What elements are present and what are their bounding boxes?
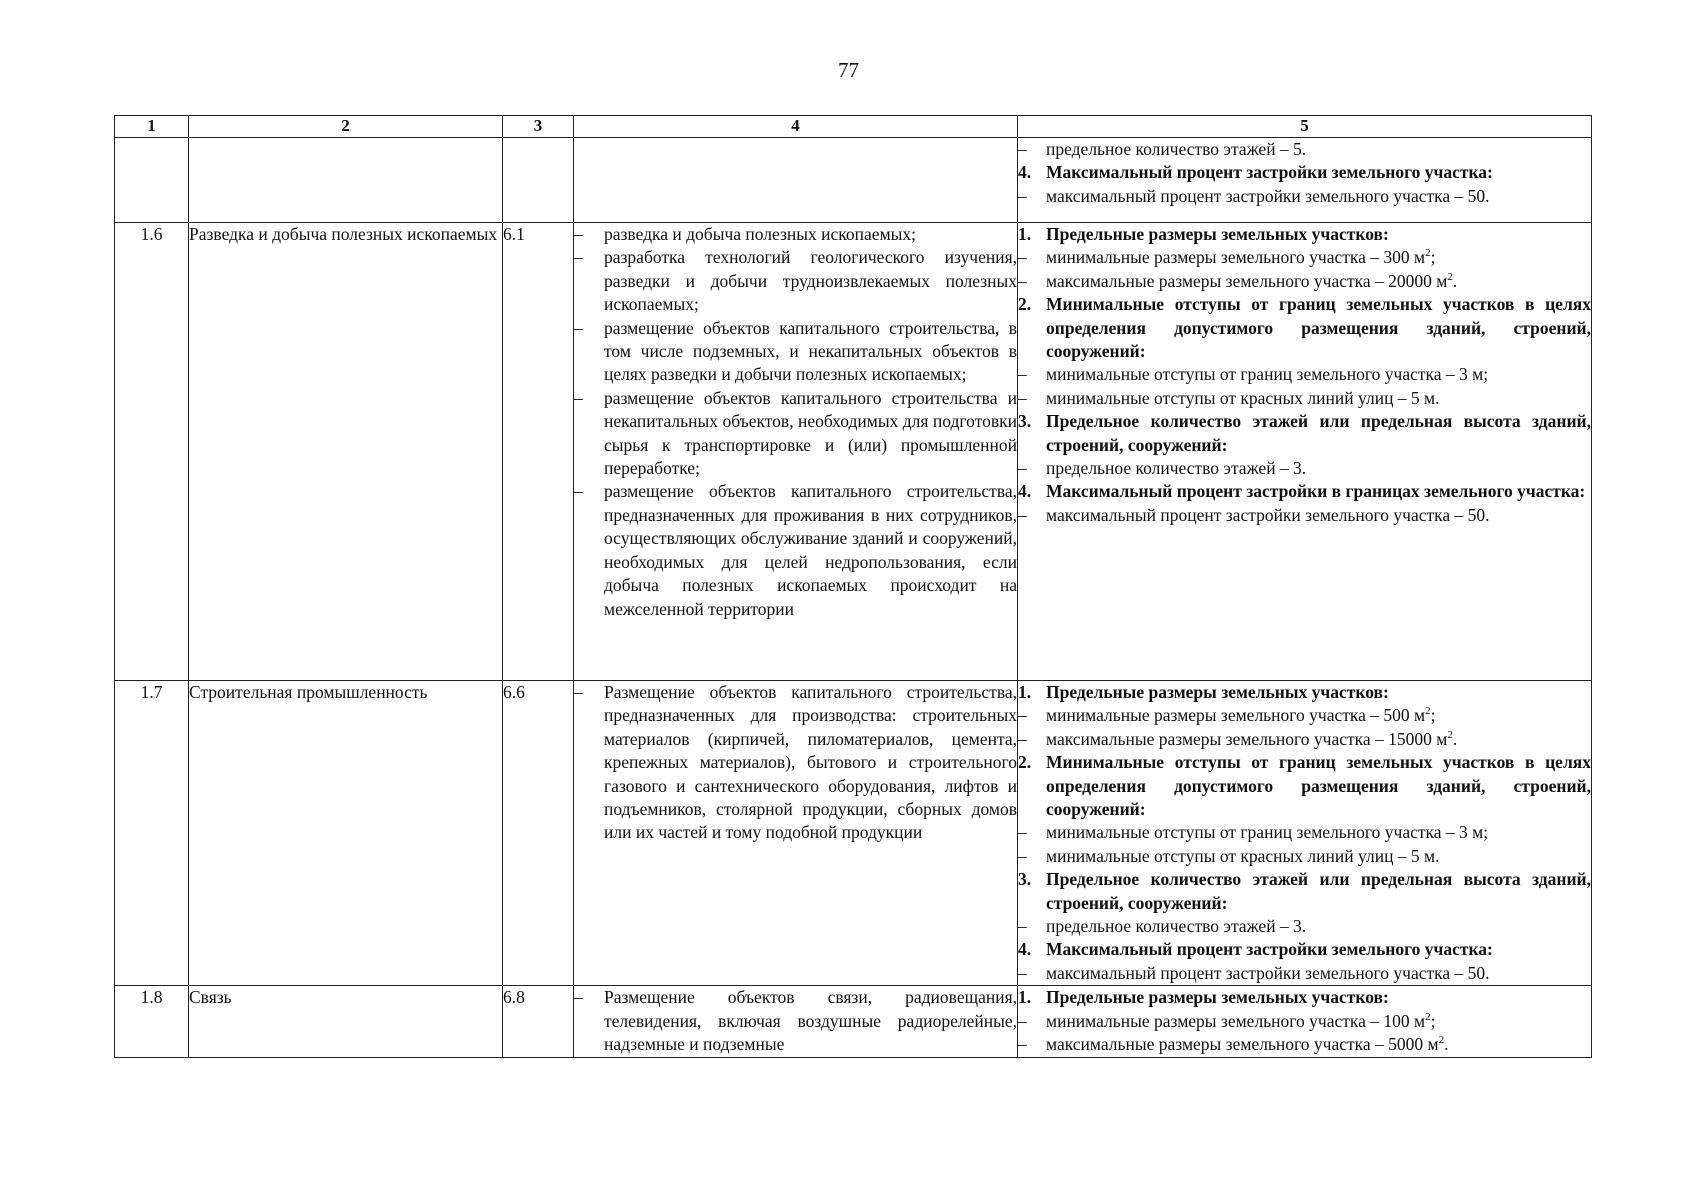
description-item (574, 986, 1017, 1056)
parameter-text (1046, 410, 1591, 457)
header-col-5: 5 (1018, 116, 1592, 138)
description-text: разработка технологий геологического изучения, разведки и добычи трудноизвлекаемых полезных ископаемых; (604, 247, 1017, 315)
parameter-text (1046, 504, 1591, 527)
parameter-main-text: минимальные отступы от красных линий улиц – 5 м. (1046, 387, 1440, 408)
dash-bullet: – (574, 987, 583, 1008)
parameter-text (1046, 161, 1591, 184)
parameter-main-text: предельное количество этажей – 3. (1046, 916, 1307, 937)
parameter-main-text: Предельное количество этажей или предельная высота зданий, строений, сооружений: (1046, 869, 1591, 913)
parameter-text (1046, 223, 1591, 246)
description-text: размещение объектов капитального строительства, в том числе подземных, и некапитальных объектов в целях разведки и добычи полезных ископаемых; (604, 317, 1017, 385)
parameter-heading (1018, 480, 1591, 503)
use-type-code: 6.1 (503, 223, 574, 681)
use-description-cell (574, 138, 1018, 223)
parameter-item (1018, 915, 1591, 938)
parameter-main-text: максимальные размеры земельного участка – 15000 м (1046, 728, 1448, 749)
parameters-cell (1018, 223, 1592, 681)
dash-bullet: – (1018, 458, 1027, 479)
parameter-text (1046, 1010, 1591, 1033)
dash-bullet: – (574, 481, 583, 502)
parameter-text (1046, 938, 1591, 961)
dash-bullet: – (574, 224, 583, 244)
description-text: разведка и добыча полезных ископаемых; (604, 224, 917, 244)
table-row (115, 223, 1592, 681)
heading-number: 1. (1018, 224, 1032, 244)
parameter-heading (1018, 938, 1591, 961)
parameter-text (1046, 293, 1591, 363)
dash-bullet: – (1018, 387, 1027, 408)
parameter-item (1018, 821, 1591, 844)
unit-superscript: 2 (1425, 247, 1431, 260)
description-item (574, 246, 1017, 316)
unit-superscript: 2 (1425, 1010, 1431, 1023)
dash-bullet: – (1018, 1034, 1027, 1055)
parameter-item (1018, 185, 1591, 208)
parameter-main-text: максимальные размеры земельного участка – 20000 м (1046, 270, 1448, 291)
parameter-main-text: Максимальный процент застройки в границах земельного участка: (1046, 481, 1586, 502)
parameters-cell (1018, 138, 1592, 223)
row-number: 1.7 (115, 681, 189, 986)
heading-number: 4. (1018, 162, 1032, 183)
heading-number: 2. (1018, 294, 1032, 315)
parameter-item (1018, 363, 1591, 386)
parameter-heading (1018, 293, 1591, 363)
description-item (574, 223, 1017, 246)
parameter-heading (1018, 751, 1591, 821)
parameter-heading (1018, 681, 1591, 704)
header-col-2: 2 (189, 116, 503, 138)
dash-bullet: – (574, 247, 583, 268)
parameter-main-text: Минимальные отступы от границ земельных участков в целях определения допустимого размещения зданий, строений, сооружений: (1046, 752, 1591, 820)
parameter-text (1046, 962, 1591, 985)
header-col-1: 1 (115, 116, 189, 138)
heading-number: 1. (1018, 987, 1032, 1008)
description-text: Размещение объектов связи, радиовещания, телевидения, включая воздушные радиорелейные, надземные и подземные (604, 987, 1017, 1055)
parameter-heading (1018, 223, 1591, 246)
parameter-item (1018, 138, 1591, 161)
parameter-main-text: максимальные размеры земельного участка – 5000 м (1046, 1034, 1439, 1055)
parameter-main-text: максимальный процент застройки земельного участка – 50. (1046, 962, 1490, 983)
parameter-main-text: Предельные размеры земельных участков: (1046, 682, 1389, 702)
parameter-main-text: предельное количество этажей – 5. (1046, 139, 1307, 159)
parameter-item (1018, 728, 1591, 751)
parameter-main-text: Предельное количество этажей или предельная высота зданий, строений, сооружений: (1046, 411, 1591, 455)
parameter-main-text: максимальный процент застройки земельного участка – 50. (1046, 185, 1490, 206)
use-type-name: Разведка и добыча полезных ископаемых (189, 223, 503, 681)
dash-bullet: – (1018, 270, 1027, 291)
description-text: Размещение объектов капитального строительства, предназначенных для производства: строительных материалов (кирпичей, пиломатериалов, цемента, крепежных материалов), бытового и строительного газового и сантехнического оборудования, лифтов и подъемников, столярной продукции, сборных домов или их частей и тому подобной продукции (604, 682, 1017, 843)
parameter-main-text: предельное количество этажей – 3. (1046, 458, 1307, 479)
parameter-text (1046, 480, 1591, 503)
punctuation: ; (1430, 705, 1436, 726)
parameter-main-text: Максимальный процент застройки земельного участка: (1046, 939, 1493, 960)
use-type-code: 6.8 (503, 986, 574, 1058)
dash-bullet: – (1018, 845, 1027, 866)
row-number (115, 138, 189, 223)
parameter-item (1018, 1010, 1591, 1033)
dash-bullet: – (1018, 705, 1027, 726)
parameter-heading (1018, 868, 1591, 915)
regulations-table (114, 115, 1592, 1058)
row-number: 1.8 (115, 986, 189, 1058)
parameter-text (1046, 821, 1591, 844)
parameter-main-text: минимальные отступы от границ земельного участка – 3 м; (1046, 364, 1489, 385)
parameter-main-text: минимальные размеры земельного участка – 300 м (1046, 247, 1426, 268)
parameter-text (1046, 845, 1591, 868)
parameter-item (1018, 704, 1591, 727)
dash-bullet: – (574, 682, 583, 702)
dash-bullet: – (1018, 916, 1027, 937)
parameter-heading (1018, 410, 1591, 457)
punctuation: . (1452, 728, 1458, 749)
table-row (115, 681, 1592, 986)
parameter-text (1046, 751, 1591, 821)
description-item (574, 681, 1017, 845)
dash-bullet: – (1018, 247, 1027, 268)
parameter-text (1046, 728, 1591, 751)
use-description-cell (574, 223, 1018, 681)
parameter-main-text: минимальные размеры земельного участка – 100 м (1046, 1010, 1426, 1031)
parameter-text (1046, 986, 1591, 1009)
parameter-text (1046, 1033, 1591, 1056)
heading-number: 2. (1018, 752, 1032, 773)
dash-bullet: – (1018, 962, 1027, 983)
use-type-code: 6.6 (503, 681, 574, 986)
dash-bullet: – (1018, 139, 1027, 159)
parameter-item (1018, 962, 1591, 985)
header-col-4: 4 (574, 116, 1018, 138)
use-description-cell (574, 986, 1018, 1058)
header-row (115, 116, 1592, 138)
parameter-text (1046, 138, 1591, 161)
description-item (574, 317, 1017, 387)
description-text: размещение объектов капитального строительства, предназначенных для проживания в них сотрудников, осуществляющих обслуживание зданий и сооружений, необходимых для целей недропользования, если добыча полезных ископаемых происходит на межселенной территории (604, 481, 1017, 619)
parameter-text (1046, 681, 1591, 704)
use-description-cell (574, 681, 1018, 986)
parameter-item (1018, 845, 1591, 868)
unit-superscript: 2 (1447, 270, 1453, 283)
parameter-main-text: Предельные размеры земельных участков: (1046, 224, 1389, 244)
parameter-text (1046, 363, 1591, 386)
parameter-item (1018, 1033, 1591, 1056)
heading-number: 4. (1018, 939, 1032, 960)
parameter-text (1046, 246, 1591, 269)
dash-bullet: – (1018, 822, 1027, 843)
unit-superscript: 2 (1425, 705, 1431, 718)
dash-bullet: – (1018, 364, 1027, 385)
use-type-name: Связь (189, 986, 503, 1058)
parameter-text (1046, 915, 1591, 938)
page-number: 77 (838, 58, 859, 82)
parameter-main-text: Максимальный процент застройки земельного участка: (1046, 162, 1493, 183)
unit-superscript: 2 (1447, 728, 1453, 741)
parameter-text (1046, 704, 1591, 727)
row-number: 1.6 (115, 223, 189, 681)
parameter-item (1018, 246, 1591, 269)
parameters-cell (1018, 681, 1592, 986)
description-text: размещение объектов капитального строительства и некапитальных объектов, необходимых для подготовки сырья к транспортировке и (или) промышленной переработке; (604, 387, 1017, 479)
parameter-main-text: минимальные отступы от красных линий улиц – 5 м. (1046, 845, 1440, 866)
punctuation: ; (1430, 247, 1436, 268)
parameter-item (1018, 504, 1591, 527)
dash-bullet: – (574, 387, 583, 408)
dash-bullet: – (574, 317, 583, 338)
parameter-text (1046, 270, 1591, 293)
dash-bullet: – (1018, 185, 1027, 206)
parameter-main-text: Минимальные отступы от границ земельных участков в целях определения допустимого размещения зданий, строений, сооружений: (1046, 294, 1591, 362)
parameters-cell (1018, 986, 1592, 1058)
use-type-code (503, 138, 574, 223)
dash-bullet: – (1018, 1010, 1027, 1031)
parameter-text (1046, 185, 1591, 208)
heading-number: 1. (1018, 682, 1032, 702)
table-row (115, 138, 1592, 223)
dash-bullet: – (1018, 728, 1027, 749)
use-type-name: Строительная промышленность (189, 681, 503, 986)
parameter-text (1046, 457, 1591, 480)
parameter-text (1046, 868, 1591, 915)
parameter-heading (1018, 161, 1591, 184)
use-type-name (189, 138, 503, 223)
punctuation: ; (1430, 1010, 1436, 1031)
punctuation: . (1452, 270, 1458, 291)
unit-superscript: 2 (1438, 1034, 1445, 1047)
parameter-main-text: максимальный процент застройки земельного участка – 50. (1046, 504, 1490, 525)
punctuation: . (1444, 1034, 1449, 1055)
description-item (574, 387, 1017, 481)
parameter-heading (1018, 986, 1591, 1009)
parameter-item (1018, 457, 1591, 480)
parameter-text (1046, 387, 1591, 410)
table-row (115, 986, 1592, 1058)
dash-bullet: – (1018, 504, 1027, 525)
heading-number: 3. (1018, 869, 1032, 890)
heading-number: 4. (1018, 481, 1032, 502)
description-item (574, 480, 1017, 620)
parameter-main-text: минимальные отступы от границ земельного участка – 3 м; (1046, 822, 1489, 843)
parameter-item (1018, 387, 1591, 410)
heading-number: 3. (1018, 411, 1032, 432)
header-col-3: 3 (503, 116, 574, 138)
parameter-main-text: Предельные размеры земельных участков: (1046, 987, 1389, 1008)
parameter-item (1018, 270, 1591, 293)
parameter-main-text: минимальные размеры земельного участка – 500 м (1046, 705, 1426, 726)
